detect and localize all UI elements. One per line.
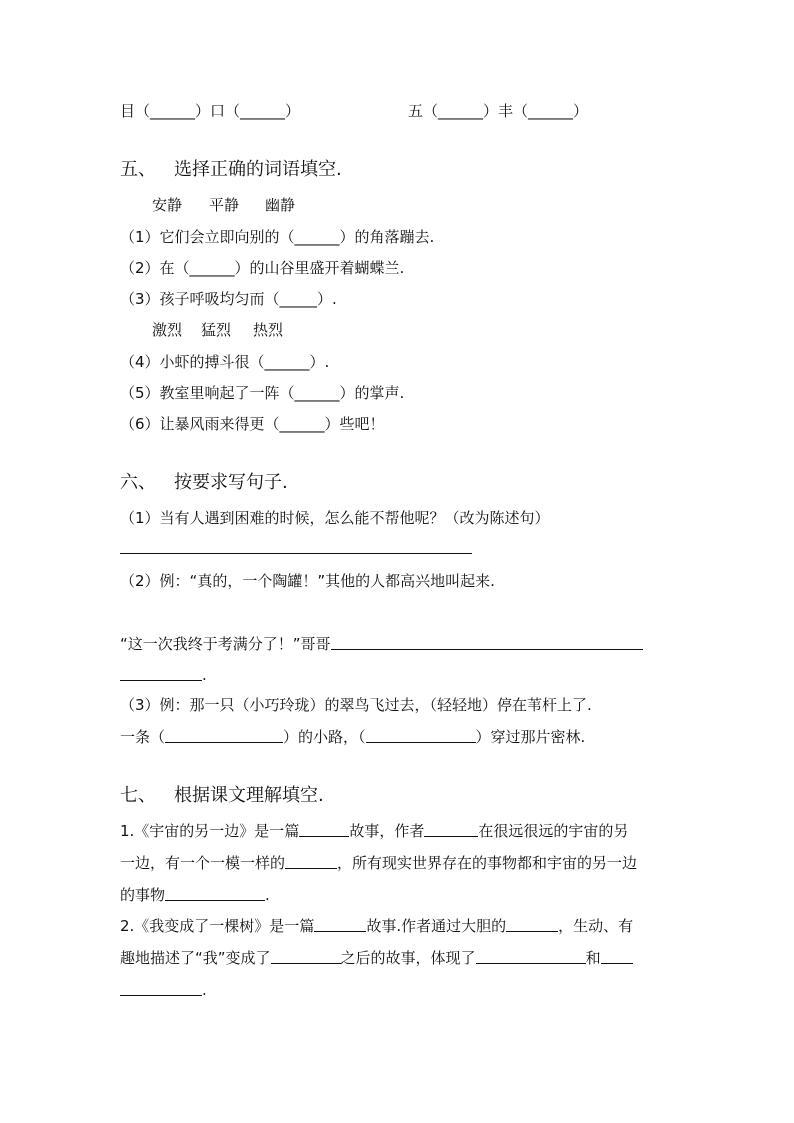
- question-item: （1）当有人遇到困难的时候，怎么能不帮他呢？（改为陈述句）: [120, 509, 550, 527]
- word-choice: 猛烈: [201, 321, 232, 339]
- word-choice: 激烈: [152, 321, 183, 339]
- question-item: [120, 820, 628, 841]
- question-item: [120, 947, 633, 968]
- section-title: 根据课文理解填空.: [174, 785, 324, 806]
- section-number: 七、: [120, 785, 156, 806]
- text-part: 和: [585, 949, 601, 967]
- question-item: [120, 915, 633, 936]
- section-number: 六、: [120, 472, 156, 493]
- text-part: 趣地描述了“我”变成了: [120, 949, 271, 967]
- fill-blank: [299, 820, 349, 837]
- word-choice: 平静: [209, 196, 240, 214]
- word-choice: 安静: [152, 196, 183, 214]
- fill-blank: [424, 820, 478, 837]
- period-text: .: [265, 886, 270, 904]
- fill-blank: [165, 884, 265, 901]
- text-part: 在很远很远的宇宙的另: [478, 822, 629, 840]
- question-item: （5）教室里响起了一阵（______）的掌声.: [120, 384, 405, 402]
- answer-line: [120, 553, 472, 554]
- section-title: 按要求写句子.: [174, 472, 288, 493]
- question-item: （1）它们会立即向别的（______）的角落蹦去.: [120, 228, 435, 246]
- fill-blank: [366, 726, 476, 743]
- question-item: （3）例：那一只（小巧玲珑）的翠鸟飞过去，（轻轻地）停在苇杆上了.: [120, 696, 592, 714]
- question-item: [120, 852, 637, 873]
- word-choices-2: [152, 320, 283, 340]
- period-text: .: [202, 666, 207, 684]
- fill-blank: [285, 852, 337, 869]
- question-item: （3）孩子呼吸均匀而（_____）.: [120, 290, 337, 308]
- text-part: 2.《我变成了一棵树》是一篇: [120, 917, 315, 935]
- prompt-text: “这一次我终于考满分了！”哥哥: [120, 635, 331, 653]
- section-title: 选择正确的词语填空.: [174, 159, 342, 180]
- question-item: （2）例：“真的，一个陶罐！”其他的人都高兴地叫起来.: [120, 572, 495, 590]
- question-item: （2）在（______）的山谷里盛开着蝴蝶兰.: [120, 259, 405, 277]
- fill-blank: [506, 915, 558, 932]
- text-part: 一边，有一个一模一样的: [120, 854, 286, 872]
- word-choice: 热烈: [253, 321, 284, 339]
- question-item: （4）小虾的搏斗很（______）.: [120, 353, 330, 371]
- question-item: [120, 664, 207, 685]
- question-item: （6）让暴风雨来得更（______）些吧！: [120, 415, 385, 433]
- word-choices-1: [152, 195, 295, 215]
- pair-blank-right: 五（______）丰（______）: [408, 102, 589, 120]
- text-part: 1.《宇宙的另一边》是一篇: [120, 822, 300, 840]
- fill-blank: [120, 979, 202, 996]
- text-part: 之后的故事，体现了: [340, 949, 476, 967]
- fill-blank: [601, 947, 633, 964]
- text-part: 一条（: [120, 728, 166, 746]
- section-number: 五、: [120, 159, 156, 180]
- question-item: [120, 884, 270, 905]
- fill-blank: [271, 947, 341, 964]
- question-item: [120, 726, 585, 747]
- text-part: 故事.作者通过大胆的: [366, 917, 507, 935]
- period-text: .: [202, 981, 207, 999]
- text-part: ，所有现实世界存在的事物都和宇宙的另一边: [337, 854, 638, 872]
- fill-blank: [476, 947, 586, 964]
- fill-blank: [120, 664, 202, 681]
- text-part: ）穿过那片密林.: [475, 728, 586, 746]
- question-item: [120, 633, 643, 654]
- section-6-heading: [120, 471, 288, 495]
- text-part: ）的小路，（: [283, 728, 366, 746]
- text-part: 故事，作者: [349, 822, 425, 840]
- fill-blank: [165, 726, 283, 743]
- word-choice: 幽静: [265, 196, 296, 214]
- section-7-heading: [120, 784, 324, 808]
- fill-blank: [331, 633, 643, 650]
- fill-blank: [314, 915, 366, 932]
- question-item: [120, 979, 207, 1000]
- text-part: 的事物: [120, 886, 166, 904]
- pair-blank-left: 目（______）口（______）: [120, 102, 301, 120]
- text-part: ，生动、有: [558, 917, 634, 935]
- section-5-heading: [120, 158, 342, 182]
